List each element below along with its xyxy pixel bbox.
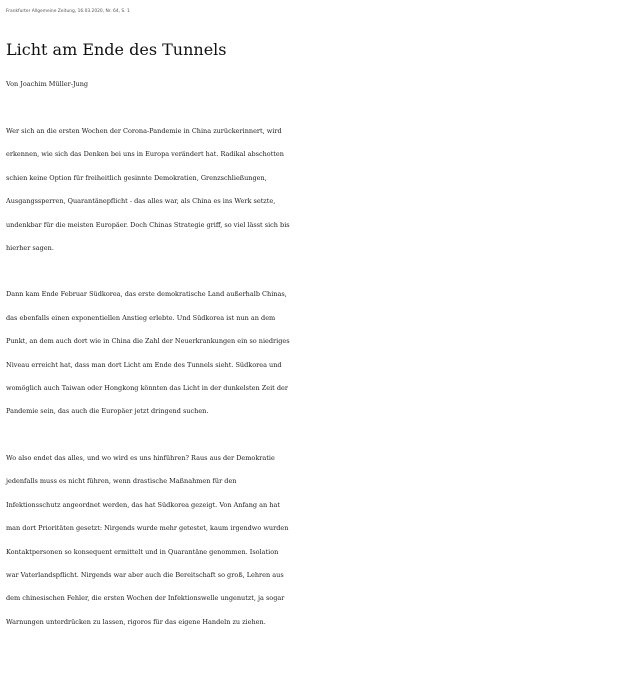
paragraph-line: Dann kam Ende Februar Südkorea, das erste demokratische Land außerhalb Chinas, <box>6 290 287 299</box>
paragraph-line: Wo also endet das alles, und wo wird es uns hinführen? Raus aus der Demokratie <box>6 453 275 462</box>
article-title: Licht am Ende des Tunnels <box>6 40 227 59</box>
paragraph-line: war Vaterlandspflicht. Nirgends war aber auch die Bereitschaft so groß, Lehren aus <box>6 570 284 579</box>
paragraph-line: Infektionsschutz angeordnet werden, das hat Südkorea gezeigt. Von Anfang an hat <box>6 500 280 509</box>
article-source: Frankfurter Allgemeine Zeitung, 16.03.2020, Nr. 64, S. 1 <box>6 9 130 14</box>
paragraph-line: Pandemie sein, das auch die Europäer jetzt dringend suchen. <box>6 407 209 416</box>
paragraph-line: jedenfalls muss es nicht führen, wenn drastische Maßnahmen für den <box>6 477 237 486</box>
paragraph <box>6 447 636 634</box>
paragraph-line: das ebenfalls einen exponentiellen Anstieg erlebte. Und Südkorea ist nun an dem <box>6 313 276 322</box>
paragraph-line: erkennen, wie sich das Denken bei uns in Europa verändert hat. Radikal abschotten <box>6 150 284 159</box>
paragraph-line: Warnungen unterdrücken zu lassen, rigoros für das eigene Handeln zu ziehen. <box>6 617 266 626</box>
article <box>6 0 636 657</box>
paragraph <box>6 283 636 423</box>
article-body <box>6 120 636 634</box>
paragraph-line: dem chinesischen Fehler, die ersten Wochen der Infektionswelle ungenutzt, ja sogar <box>6 594 285 603</box>
paragraph-line: hierher sagen. <box>6 244 54 253</box>
paragraph <box>6 120 636 260</box>
paragraph-line: womöglich auch Taiwan oder Hongkong könnten das Licht in der dunkelsten Zeit der <box>6 384 288 393</box>
paragraph-line: Kontaktpersonen so konsequent ermittelt und in Quarantäne genommen. Isolation <box>6 547 279 556</box>
article-author: Von Joachim Müller-Jung <box>6 80 89 88</box>
paragraph-line: Wer sich an die ersten Wochen der Corona-Pandemie in China zurückerinnert, wird <box>6 127 282 135</box>
paragraph-line: Punkt, an dem auch dort wie in China die Zahl der Neuerkrankungen ein so niedriges <box>6 337 290 346</box>
paragraph-line: undenkbar für die meisten Europäer. Doch Chinas Strategie griff, so viel lässt sich bis <box>6 220 290 229</box>
paragraph-line: schien keine Option für freiheitlich gesinnte Demokratien, Grenzschließungen, <box>6 173 267 182</box>
paragraph-line: man dort Prioritäten gesetzt: Nirgends wurde mehr getestet, kaum irgendwo wurden <box>6 524 289 533</box>
paragraph-line: Ausgangssperren, Quarantänepflicht - das alles war, als China es ins Werk setzte, <box>6 197 276 206</box>
paragraph-line: Niveau erreicht hat, dass man dort Licht am Ende des Tunnels sieht. Südkorea und <box>6 360 282 369</box>
